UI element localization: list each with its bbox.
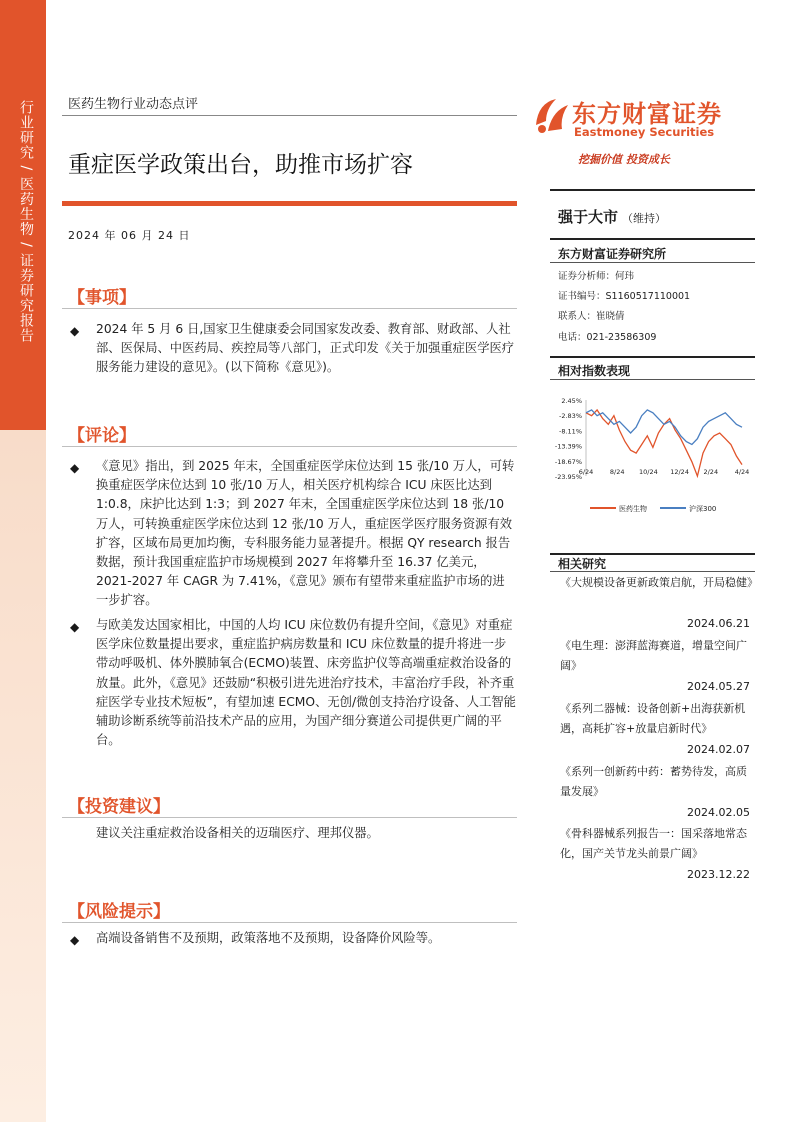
- related-item-date: 2024.06.21: [687, 617, 750, 630]
- title-divider: [62, 201, 517, 206]
- relative-index-chart: [550, 390, 755, 520]
- analyst: 证券分析师：何玮: [558, 271, 635, 282]
- section-comments-heading: 【评论】: [68, 426, 136, 446]
- y-tick-label: -18.67%: [554, 457, 582, 466]
- series-line: [586, 410, 742, 445]
- y-tick-label: -13.39%: [554, 442, 582, 451]
- events-paragraph: 2024 年 5 月 6 日,国家卫生健康委会同国家发改委、教育部、财政部、人社部、医保局、中医药局、疾控局等八部门，正式印发《关于加强重症医学医疗服务能力建设的意见》。(以下简称《意见》)。: [96, 322, 515, 375]
- report-date: 2024 年 06 月 24 日: [68, 229, 191, 242]
- comments-paragraph-1: 《意见》指出，到 2025 年末，全国重症医学床位达到 15 张/10 万人，可转换重症医学床位达到 10 张/10 万人，相关医疗机构综合 ICU 床医比达到 1:0.8，床护比达到 1:3；到 2027 年末，全国重症医学床位达到 18 张/10 万人，可转换重症医学床位达到 12 张/10 万人，重症医学医疗服务资源有效扩容，区域布局更加均衡，专科服务能力显著提升。根据 QY research 报告数据，预计我国重症监护市场规模到 2027 年将攀升至 16.37 亿美元，2021-2027 年 CAGR 为 7.41%，《意见》颁布有望带来重症监护市场的进一步扩容。: [96, 459, 515, 608]
- divider: [62, 922, 517, 923]
- related-heading: 相关研究: [558, 557, 607, 571]
- institute-name: 东方财富证券研究所: [558, 247, 667, 261]
- related-item-date: 2024.02.05: [687, 806, 750, 819]
- legend-label: 医药生物: [619, 505, 647, 513]
- y-tick-label: -23.95%: [554, 473, 582, 481]
- sidebar-label: 行业研究 / 医药生物 / 证券研究报告: [18, 100, 34, 344]
- rating-note: （维持）: [622, 212, 667, 225]
- sidebar: [0, 0, 46, 1122]
- rating-label: 强于大市: [558, 208, 619, 226]
- related-item-title[interactable]: 《大规模设备更新政策启航，开局稳健》: [560, 576, 758, 589]
- x-tick-label: 10/24: [639, 468, 658, 476]
- brand-name: 东方财富证券: [572, 100, 722, 128]
- brand-logo-icon: [532, 95, 570, 135]
- brand-slogan: 挖掘价值 投资成长: [578, 153, 670, 166]
- divider: [550, 262, 755, 263]
- bullet-icon: ◆: [70, 461, 80, 475]
- page-title: 重症医学政策出台，助推市场扩容: [68, 152, 413, 178]
- chart-title: 相对指数表现: [558, 364, 631, 378]
- related-item-title[interactable]: 《电生理：澎湃蓝海赛道，增量空间广阔》: [560, 639, 747, 672]
- related-item-date: 2023.12.22: [687, 868, 750, 881]
- brand-name-en: Eastmoney Securities: [574, 125, 715, 139]
- related-item-title[interactable]: 《系列二器械：设备创新+出海获新机遇，高耗扩容+放量启新时代》: [560, 702, 746, 735]
- cert-number: 证书编号：S1160517110001: [558, 291, 691, 302]
- divider: [550, 356, 755, 358]
- x-tick-label: 12/24: [670, 468, 689, 476]
- comments-paragraph-2: 与欧美发达国家相比，中国的人均 ICU 床位数仍有提升空间，《意见》对重症医学床位数量提出要求，重症监护病房数量和 ICU 床位数量的提升将进一步带动呼吸机、体外膜肺氧合(ECMO)装置、床旁监护仪等高端重症救治设备的放量。此外，《意见》还鼓励“积极引进先进治疗技术，丰富治疗手段，补齐重症医学专业技术短板”，有望加速 ECMO、无创/微创支持治疗设备、人工智能辅助诊断系统等前沿技术产品的应用，为国产细分赛道公司提供更广阔的平台。: [96, 618, 516, 748]
- bullet-icon: ◆: [70, 324, 80, 338]
- divider: [550, 189, 755, 191]
- bullet-icon: ◆: [70, 933, 80, 947]
- y-tick-label: -2.83%: [559, 412, 582, 421]
- related-item-title[interactable]: 《系列一创新药中药：蓄势待发，高质量发展》: [560, 765, 747, 798]
- report-category: 医药生物行业动态点评: [68, 97, 199, 112]
- x-tick-label: 8/24: [609, 468, 625, 476]
- section-events-heading: 【事项】: [68, 288, 136, 308]
- x-tick-label: 4/24: [734, 468, 750, 476]
- related-item-date: 2024.05.27: [687, 680, 750, 693]
- advice-paragraph: 建议关注重症救治设备相关的迈瑞医疗、理邦仪器。: [96, 826, 379, 840]
- contact: 联系人：崔晓倩: [558, 311, 625, 322]
- section-risk-heading: 【风险提示】: [68, 902, 170, 922]
- x-tick-label: 2/24: [703, 468, 719, 476]
- phone: 电话：021-23586309: [558, 332, 657, 343]
- related-item-date: 2024.02.07: [687, 743, 750, 756]
- risk-paragraph: 高端设备销售不及预期，政策落地不及预期，设备降价风险等。: [96, 931, 441, 945]
- related-item-title[interactable]: 《骨科器械系列报告一：国采落地常态化，国产关节龙头前景广阔》: [560, 827, 747, 860]
- divider: [62, 308, 517, 309]
- section-advice-heading: 【投资建议】: [68, 797, 170, 817]
- x-tick-label: 6/24: [578, 468, 594, 476]
- divider: [550, 379, 755, 380]
- divider: [62, 115, 517, 116]
- divider: [550, 571, 755, 572]
- divider: [62, 817, 517, 818]
- divider: [550, 238, 755, 240]
- y-tick-label: -8.11%: [559, 427, 582, 436]
- rating: [558, 206, 666, 227]
- y-tick-label: 2.45%: [561, 397, 582, 405]
- bullet-icon: ◆: [70, 620, 80, 634]
- divider: [62, 446, 517, 447]
- legend-label: 沪深300: [689, 505, 717, 513]
